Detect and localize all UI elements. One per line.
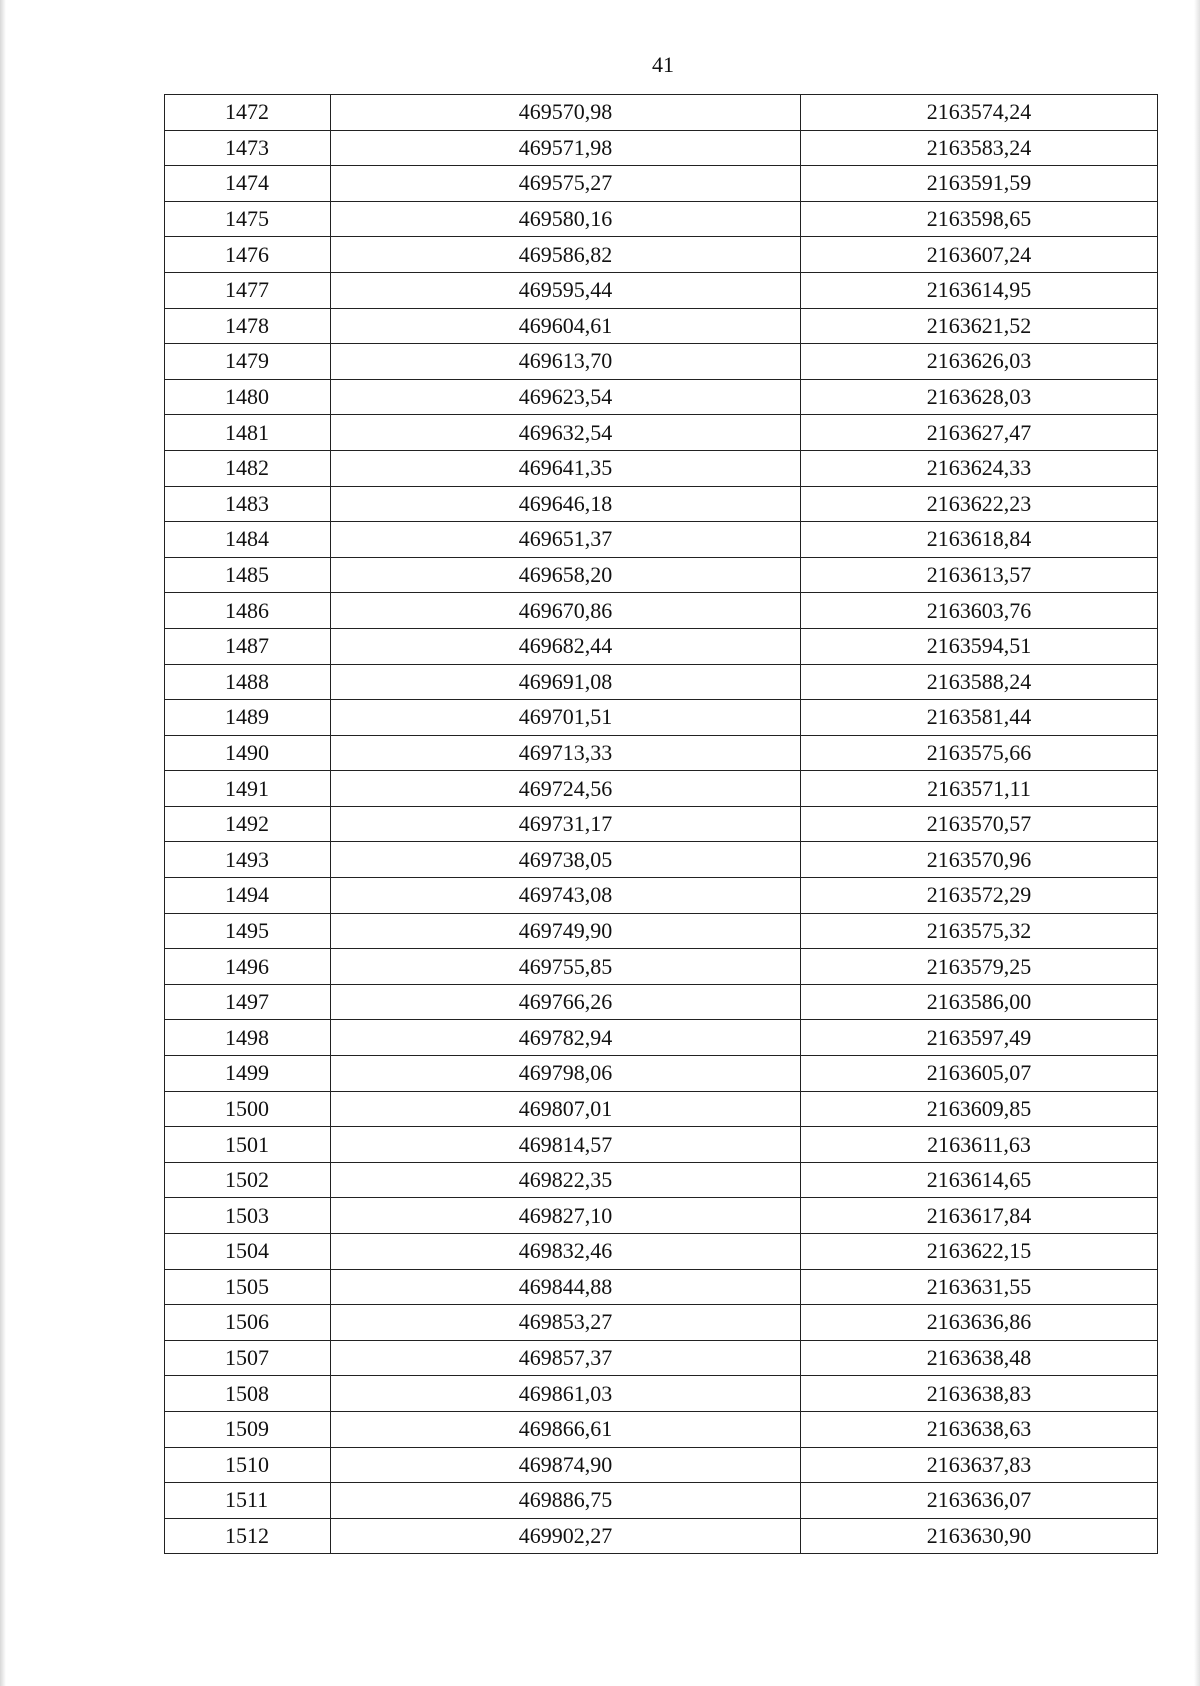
table-row	[165, 913, 1158, 949]
x-coordinate-cell: 469755,85	[331, 949, 801, 985]
point-number-cell: 1496	[165, 949, 331, 985]
x-coordinate-cell: 469670,86	[331, 593, 801, 629]
point-number-cell: 1492	[165, 806, 331, 842]
point-number-cell: 1491	[165, 771, 331, 807]
y-coordinate-cell: 2163605,07	[801, 1056, 1158, 1092]
x-coordinate-cell: 469571,98	[331, 130, 801, 166]
y-coordinate-cell: 2163609,85	[801, 1091, 1158, 1127]
x-coordinate-cell: 469807,01	[331, 1091, 801, 1127]
point-number-cell: 1472	[165, 95, 331, 131]
scan-edge-right	[1194, 0, 1200, 1686]
point-number-cell: 1478	[165, 308, 331, 344]
point-number-cell: 1487	[165, 628, 331, 664]
y-coordinate-cell: 2163638,83	[801, 1376, 1158, 1412]
table-row	[165, 522, 1158, 558]
table-row	[165, 486, 1158, 522]
table-row	[165, 1340, 1158, 1376]
x-coordinate-cell: 469844,88	[331, 1269, 801, 1305]
point-number-cell: 1488	[165, 664, 331, 700]
table-row	[165, 806, 1158, 842]
table-row	[165, 95, 1158, 131]
y-coordinate-cell: 2163630,90	[801, 1518, 1158, 1554]
y-coordinate-cell: 2163622,15	[801, 1234, 1158, 1270]
table-row	[165, 130, 1158, 166]
x-coordinate-cell: 469798,06	[331, 1056, 801, 1092]
y-coordinate-cell: 2163637,83	[801, 1447, 1158, 1483]
x-coordinate-cell: 469827,10	[331, 1198, 801, 1234]
point-number-cell: 1500	[165, 1091, 331, 1127]
point-number-cell: 1476	[165, 237, 331, 273]
y-coordinate-cell: 2163611,63	[801, 1127, 1158, 1163]
y-coordinate-cell: 2163614,95	[801, 272, 1158, 308]
x-coordinate-cell: 469814,57	[331, 1127, 801, 1163]
table-row	[165, 557, 1158, 593]
point-number-cell: 1504	[165, 1234, 331, 1270]
y-coordinate-cell: 2163579,25	[801, 949, 1158, 985]
y-coordinate-cell: 2163570,96	[801, 842, 1158, 878]
point-number-cell: 1481	[165, 415, 331, 451]
point-number-cell: 1507	[165, 1340, 331, 1376]
table-row	[165, 878, 1158, 914]
x-coordinate-cell: 469641,35	[331, 450, 801, 486]
y-coordinate-cell: 2163626,03	[801, 344, 1158, 380]
coordinates-table-container	[164, 94, 1157, 1554]
table-row	[165, 1411, 1158, 1447]
table-row	[165, 1518, 1158, 1554]
point-number-cell: 1512	[165, 1518, 331, 1554]
x-coordinate-cell: 469738,05	[331, 842, 801, 878]
x-coordinate-cell: 469743,08	[331, 878, 801, 914]
y-coordinate-cell: 2163594,51	[801, 628, 1158, 664]
y-coordinate-cell: 2163603,76	[801, 593, 1158, 629]
x-coordinate-cell: 469651,37	[331, 522, 801, 558]
x-coordinate-cell: 469570,98	[331, 95, 801, 131]
y-coordinate-cell: 2163631,55	[801, 1269, 1158, 1305]
table-row	[165, 1305, 1158, 1341]
table-row	[165, 1447, 1158, 1483]
table-row	[165, 628, 1158, 664]
point-number-cell: 1509	[165, 1411, 331, 1447]
x-coordinate-cell: 469632,54	[331, 415, 801, 451]
y-coordinate-cell: 2163617,84	[801, 1198, 1158, 1234]
table-row	[165, 379, 1158, 415]
point-number-cell: 1510	[165, 1447, 331, 1483]
x-coordinate-cell: 469857,37	[331, 1340, 801, 1376]
table-row	[165, 1056, 1158, 1092]
x-coordinate-cell: 469613,70	[331, 344, 801, 380]
point-number-cell: 1482	[165, 450, 331, 486]
y-coordinate-cell: 2163574,24	[801, 95, 1158, 131]
y-coordinate-cell: 2163583,24	[801, 130, 1158, 166]
point-number-cell: 1474	[165, 166, 331, 202]
y-coordinate-cell: 2163572,29	[801, 878, 1158, 914]
table-row	[165, 700, 1158, 736]
coordinates-table-body	[165, 95, 1158, 1554]
x-coordinate-cell: 469731,17	[331, 806, 801, 842]
x-coordinate-cell: 469586,82	[331, 237, 801, 273]
x-coordinate-cell: 469902,27	[331, 1518, 801, 1554]
table-row	[165, 735, 1158, 771]
point-number-cell: 1506	[165, 1305, 331, 1341]
y-coordinate-cell: 2163614,65	[801, 1162, 1158, 1198]
point-number-cell: 1493	[165, 842, 331, 878]
point-number-cell: 1494	[165, 878, 331, 914]
x-coordinate-cell: 469575,27	[331, 166, 801, 202]
y-coordinate-cell: 2163636,86	[801, 1305, 1158, 1341]
table-row	[165, 237, 1158, 273]
table-row	[165, 272, 1158, 308]
y-coordinate-cell: 2163621,52	[801, 308, 1158, 344]
table-row	[165, 1483, 1158, 1519]
table-row	[165, 201, 1158, 237]
y-coordinate-cell: 2163581,44	[801, 700, 1158, 736]
coordinates-table	[164, 94, 1158, 1554]
y-coordinate-cell: 2163636,07	[801, 1483, 1158, 1519]
point-number-cell: 1497	[165, 984, 331, 1020]
y-coordinate-cell: 2163622,23	[801, 486, 1158, 522]
point-number-cell: 1489	[165, 700, 331, 736]
point-number-cell: 1486	[165, 593, 331, 629]
x-coordinate-cell: 469822,35	[331, 1162, 801, 1198]
x-coordinate-cell: 469604,61	[331, 308, 801, 344]
x-coordinate-cell: 469595,44	[331, 272, 801, 308]
table-row	[165, 1091, 1158, 1127]
table-row	[165, 1020, 1158, 1056]
point-number-cell: 1511	[165, 1483, 331, 1519]
point-number-cell: 1505	[165, 1269, 331, 1305]
x-coordinate-cell: 469658,20	[331, 557, 801, 593]
table-row	[165, 415, 1158, 451]
point-number-cell: 1477	[165, 272, 331, 308]
point-number-cell: 1495	[165, 913, 331, 949]
x-coordinate-cell: 469701,51	[331, 700, 801, 736]
x-coordinate-cell: 469580,16	[331, 201, 801, 237]
table-row	[165, 771, 1158, 807]
point-number-cell: 1499	[165, 1056, 331, 1092]
y-coordinate-cell: 2163638,48	[801, 1340, 1158, 1376]
x-coordinate-cell: 469874,90	[331, 1447, 801, 1483]
x-coordinate-cell: 469853,27	[331, 1305, 801, 1341]
x-coordinate-cell: 469724,56	[331, 771, 801, 807]
y-coordinate-cell: 2163575,32	[801, 913, 1158, 949]
point-number-cell: 1490	[165, 735, 331, 771]
point-number-cell: 1508	[165, 1376, 331, 1412]
y-coordinate-cell: 2163624,33	[801, 450, 1158, 486]
point-number-cell: 1473	[165, 130, 331, 166]
table-row	[165, 166, 1158, 202]
x-coordinate-cell: 469832,46	[331, 1234, 801, 1270]
x-coordinate-cell: 469691,08	[331, 664, 801, 700]
y-coordinate-cell: 2163607,24	[801, 237, 1158, 273]
point-number-cell: 1498	[165, 1020, 331, 1056]
table-row	[165, 664, 1158, 700]
table-row	[165, 842, 1158, 878]
table-row	[165, 1127, 1158, 1163]
table-row	[165, 593, 1158, 629]
table-row	[165, 1198, 1158, 1234]
x-coordinate-cell: 469682,44	[331, 628, 801, 664]
y-coordinate-cell: 2163571,11	[801, 771, 1158, 807]
point-number-cell: 1479	[165, 344, 331, 380]
x-coordinate-cell: 469749,90	[331, 913, 801, 949]
table-row	[165, 450, 1158, 486]
y-coordinate-cell: 2163598,65	[801, 201, 1158, 237]
point-number-cell: 1502	[165, 1162, 331, 1198]
y-coordinate-cell: 2163588,24	[801, 664, 1158, 700]
y-coordinate-cell: 2163627,47	[801, 415, 1158, 451]
x-coordinate-cell: 469646,18	[331, 486, 801, 522]
y-coordinate-cell: 2163628,03	[801, 379, 1158, 415]
point-number-cell: 1484	[165, 522, 331, 558]
x-coordinate-cell: 469782,94	[331, 1020, 801, 1056]
table-row	[165, 984, 1158, 1020]
scan-edge-left	[0, 0, 6, 1686]
table-row	[165, 308, 1158, 344]
y-coordinate-cell: 2163618,84	[801, 522, 1158, 558]
x-coordinate-cell: 469766,26	[331, 984, 801, 1020]
x-coordinate-cell: 469713,33	[331, 735, 801, 771]
table-row	[165, 344, 1158, 380]
y-coordinate-cell: 2163586,00	[801, 984, 1158, 1020]
table-row	[165, 1376, 1158, 1412]
y-coordinate-cell: 2163591,59	[801, 166, 1158, 202]
y-coordinate-cell: 2163597,49	[801, 1020, 1158, 1056]
table-row	[165, 1234, 1158, 1270]
table-row	[165, 1162, 1158, 1198]
point-number-cell: 1483	[165, 486, 331, 522]
x-coordinate-cell: 469623,54	[331, 379, 801, 415]
x-coordinate-cell: 469886,75	[331, 1483, 801, 1519]
point-number-cell: 1485	[165, 557, 331, 593]
x-coordinate-cell: 469861,03	[331, 1376, 801, 1412]
y-coordinate-cell: 2163613,57	[801, 557, 1158, 593]
point-number-cell: 1503	[165, 1198, 331, 1234]
point-number-cell: 1480	[165, 379, 331, 415]
y-coordinate-cell: 2163575,66	[801, 735, 1158, 771]
table-row	[165, 1269, 1158, 1305]
table-row	[165, 949, 1158, 985]
y-coordinate-cell: 2163638,63	[801, 1411, 1158, 1447]
point-number-cell: 1501	[165, 1127, 331, 1163]
page-number: 41	[652, 52, 674, 77]
y-coordinate-cell: 2163570,57	[801, 806, 1158, 842]
point-number-cell: 1475	[165, 201, 331, 237]
x-coordinate-cell: 469866,61	[331, 1411, 801, 1447]
